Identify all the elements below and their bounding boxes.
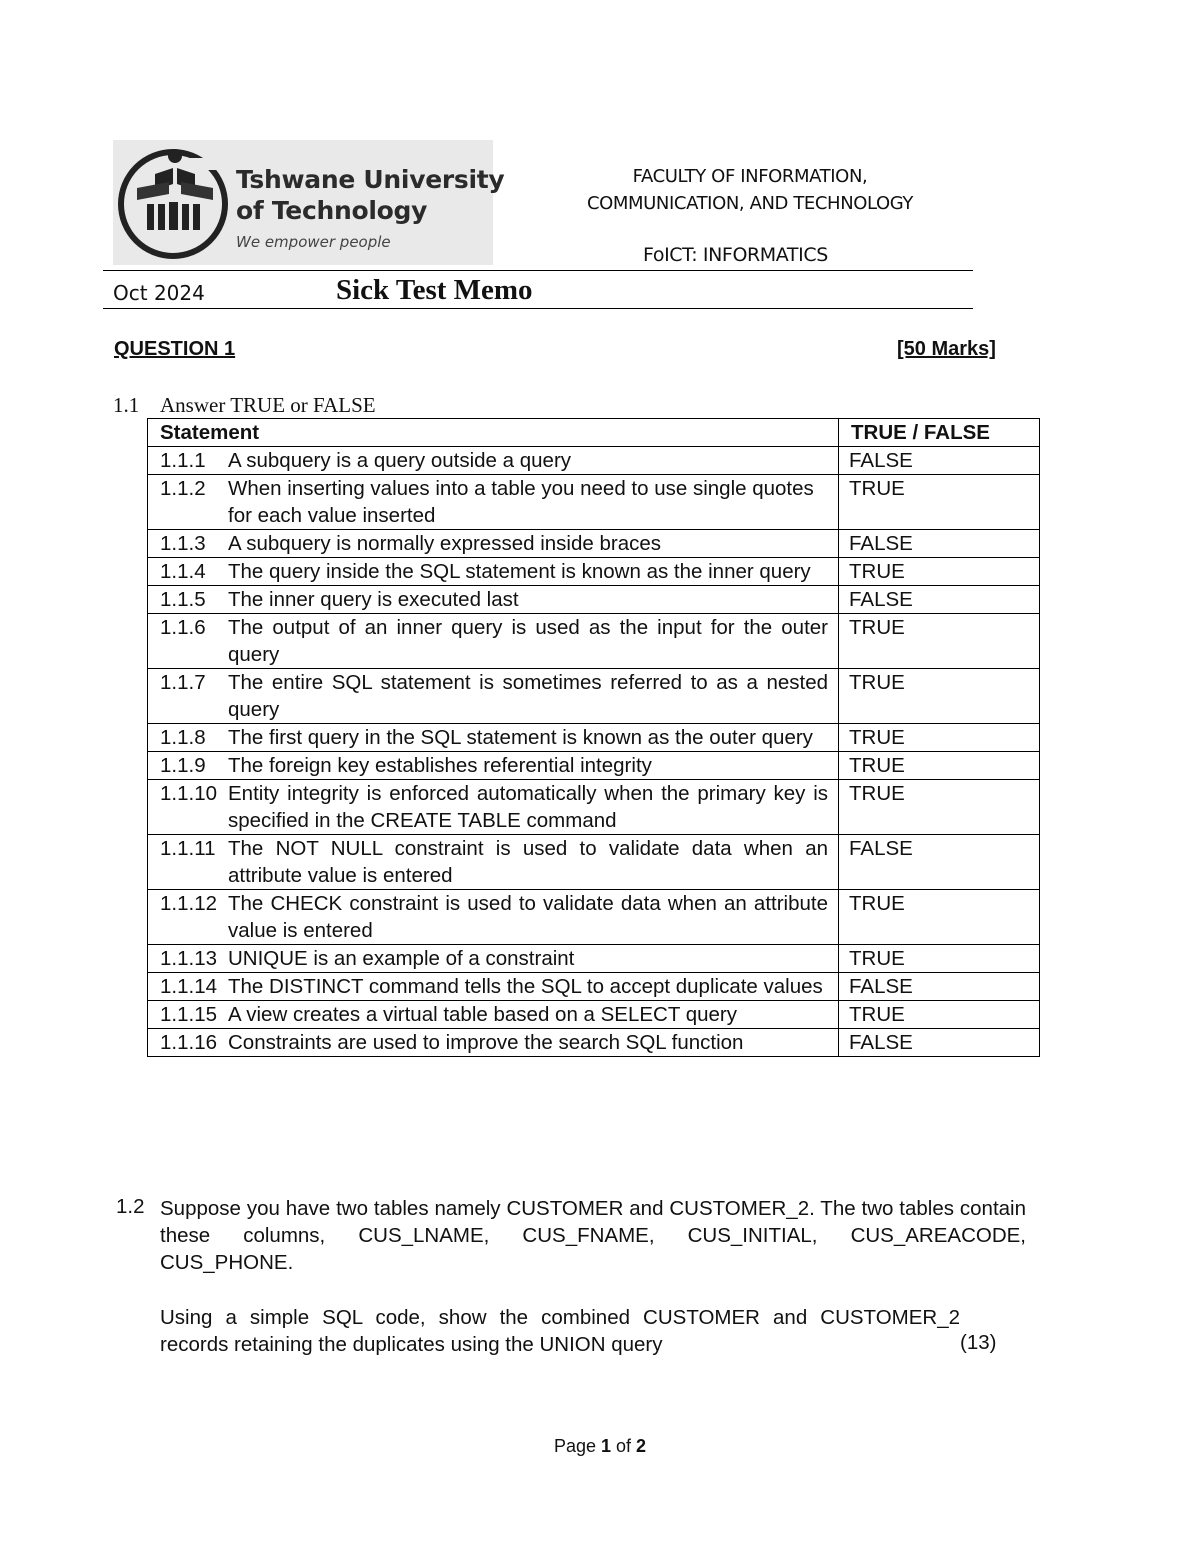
answer-cell: TRUE <box>839 752 1040 780</box>
statement-number: 1.1.11 <box>160 837 216 860</box>
statement-text: The first query in the SQL statement is known as the outer query <box>228 726 813 749</box>
statement-number: 1.1.7 <box>160 671 206 694</box>
statement-text: Entity integrity is enforced automatically when the primary key is specified in the CREATE TABLE command <box>228 782 828 832</box>
table-row <box>148 752 1040 780</box>
statement-cell <box>148 558 839 586</box>
statement-number: 1.1.16 <box>160 1031 217 1054</box>
faculty-name <box>540 163 960 217</box>
footer-prefix: Page <box>553 1436 601 1456</box>
section-instruction: Answer TRUE or FALSE <box>160 393 376 417</box>
statement-cell <box>148 973 839 1001</box>
column-header-answer: TRUE / FALSE <box>839 419 1040 447</box>
statement-number: 1.1.3 <box>160 532 206 555</box>
logo-line-1: Tshwane University <box>236 165 505 194</box>
answer-cell: TRUE <box>839 1001 1040 1029</box>
statement-text: A view creates a virtual table based on a SELECT query <box>228 1003 737 1026</box>
statement-number: 1.1.4 <box>160 560 206 583</box>
faculty-line-1: FACULTY OF INFORMATION, <box>632 166 868 187</box>
statement-text: A subquery is a query outside a query <box>228 449 572 472</box>
section-2-paragraph-1: Suppose you have two tables namely CUSTOMER and CUSTOMER_2. The two tables contain these columns, CUS_LNAME, CUS_FNAME, CUS_INITIAL, CUS_AREACODE, CUS_PHONE. <box>160 1197 1026 1274</box>
statement-text: The DISTINCT command tells the SQL to accept duplicate values <box>228 975 823 998</box>
total-pages: 2 <box>636 1436 647 1456</box>
section-2-number: 1.2 <box>116 1195 145 1218</box>
statement-cell <box>148 669 839 724</box>
answer-cell: TRUE <box>839 780 1040 835</box>
department: FoICT: INFORMATICS <box>643 244 828 266</box>
statement-number: 1.1.9 <box>160 754 206 777</box>
table-row <box>148 945 1040 973</box>
statement-number: 1.1.5 <box>160 588 206 611</box>
page-footer <box>0 1436 1200 1457</box>
statement-cell <box>148 752 839 780</box>
answer-cell: FALSE <box>839 835 1040 890</box>
table-row <box>148 586 1040 614</box>
statement-text: The query inside the SQL statement is known as the inner query <box>228 560 811 583</box>
statement-number: 1.1.10 <box>160 782 217 805</box>
header-rule-top <box>103 270 973 271</box>
statement-text: The entire SQL statement is sometimes referred to as a nested query <box>228 671 828 721</box>
statement-number: 1.1.1 <box>160 449 206 472</box>
test-date: Oct 2024 <box>113 281 205 305</box>
statement-text: Constraints are used to improve the search SQL function <box>228 1031 744 1054</box>
statement-cell <box>148 614 839 669</box>
table-row <box>148 447 1040 475</box>
table-body <box>148 447 1040 1057</box>
statement-cell <box>148 780 839 835</box>
statement-number: 1.1.15 <box>160 1003 217 1026</box>
true-false-table <box>147 418 1040 1057</box>
column-header-statement: Statement <box>148 419 839 447</box>
university-name <box>236 164 504 226</box>
statement-cell <box>148 890 839 945</box>
statement-cell <box>148 586 839 614</box>
statement-number: 1.1.14 <box>160 975 217 998</box>
statement-number: 1.1.2 <box>160 477 206 500</box>
table-row <box>148 614 1040 669</box>
statement-cell <box>148 945 839 973</box>
table-row <box>148 558 1040 586</box>
statement-number: 1.1.12 <box>160 892 217 915</box>
question-marks: [50 Marks] <box>897 338 996 360</box>
answer-cell: FALSE <box>839 973 1040 1001</box>
table-row <box>148 475 1040 530</box>
table-row <box>148 530 1040 558</box>
answer-cell: TRUE <box>839 475 1040 530</box>
statement-number: 1.1.13 <box>160 947 217 970</box>
answer-cell: FALSE <box>839 1029 1040 1057</box>
statement-number: 1.1.8 <box>160 726 206 749</box>
document-title: Sick Test Memo <box>336 274 533 306</box>
statement-text: The CHECK constraint is used to validate data when an attribute value is entered <box>228 892 828 942</box>
statement-cell <box>148 530 839 558</box>
statement-text: A subquery is normally expressed inside braces <box>228 532 661 555</box>
statement-cell <box>148 447 839 475</box>
answer-cell: TRUE <box>839 724 1040 752</box>
answer-cell: TRUE <box>839 558 1040 586</box>
table-row <box>148 973 1040 1001</box>
faculty-line-2: COMMUNICATION, AND TECHNOLOGY <box>586 193 914 214</box>
logo-line-2: of Technology <box>236 196 428 225</box>
statement-text: When inserting values into a table you need to use single quotes for each value inserted <box>228 477 814 527</box>
current-page: 1 <box>601 1436 612 1456</box>
statement-cell <box>148 835 839 890</box>
statement-cell <box>148 475 839 530</box>
answer-cell: FALSE <box>839 586 1040 614</box>
table-row <box>148 780 1040 835</box>
footer-middle: of <box>611 1436 637 1456</box>
table-row <box>148 1001 1040 1029</box>
table-row <box>148 890 1040 945</box>
answer-cell: TRUE <box>839 890 1040 945</box>
statement-cell <box>148 724 839 752</box>
statement-cell <box>148 1001 839 1029</box>
section-number: 1.1 <box>113 393 140 417</box>
table-row <box>148 1029 1040 1057</box>
table-row <box>148 835 1040 890</box>
statement-text: The NOT NULL constraint is used to validate data when an attribute value is entered <box>228 837 828 887</box>
answer-cell: TRUE <box>839 945 1040 973</box>
table-row <box>148 669 1040 724</box>
statement-text: The foreign key establishes referential integrity <box>228 754 652 777</box>
answer-cell: TRUE <box>839 669 1040 724</box>
table-row <box>148 724 1040 752</box>
answer-cell: FALSE <box>839 530 1040 558</box>
statement-text: UNIQUE is an example of a constraint <box>228 947 575 970</box>
statement-text: The output of an inner query is used as the input for the outer query <box>228 616 828 666</box>
section-2-paragraph-2: Using a simple SQL code, show the combined CUSTOMER and CUSTOMER_2 records retaining the duplicates using the UNION query <box>160 1306 960 1356</box>
question-title: QUESTION 1 <box>114 338 236 360</box>
answer-cell: FALSE <box>839 447 1040 475</box>
statement-number: 1.1.6 <box>160 616 206 639</box>
header-rule-bottom <box>103 308 973 309</box>
statement-cell <box>148 1029 839 1057</box>
answer-cell: TRUE <box>839 614 1040 669</box>
logo-tagline: We empower people <box>236 233 391 251</box>
statement-text: The inner query is executed last <box>228 588 519 611</box>
table-header-row <box>148 419 1040 447</box>
section-2-marks: (13) <box>960 1331 997 1354</box>
